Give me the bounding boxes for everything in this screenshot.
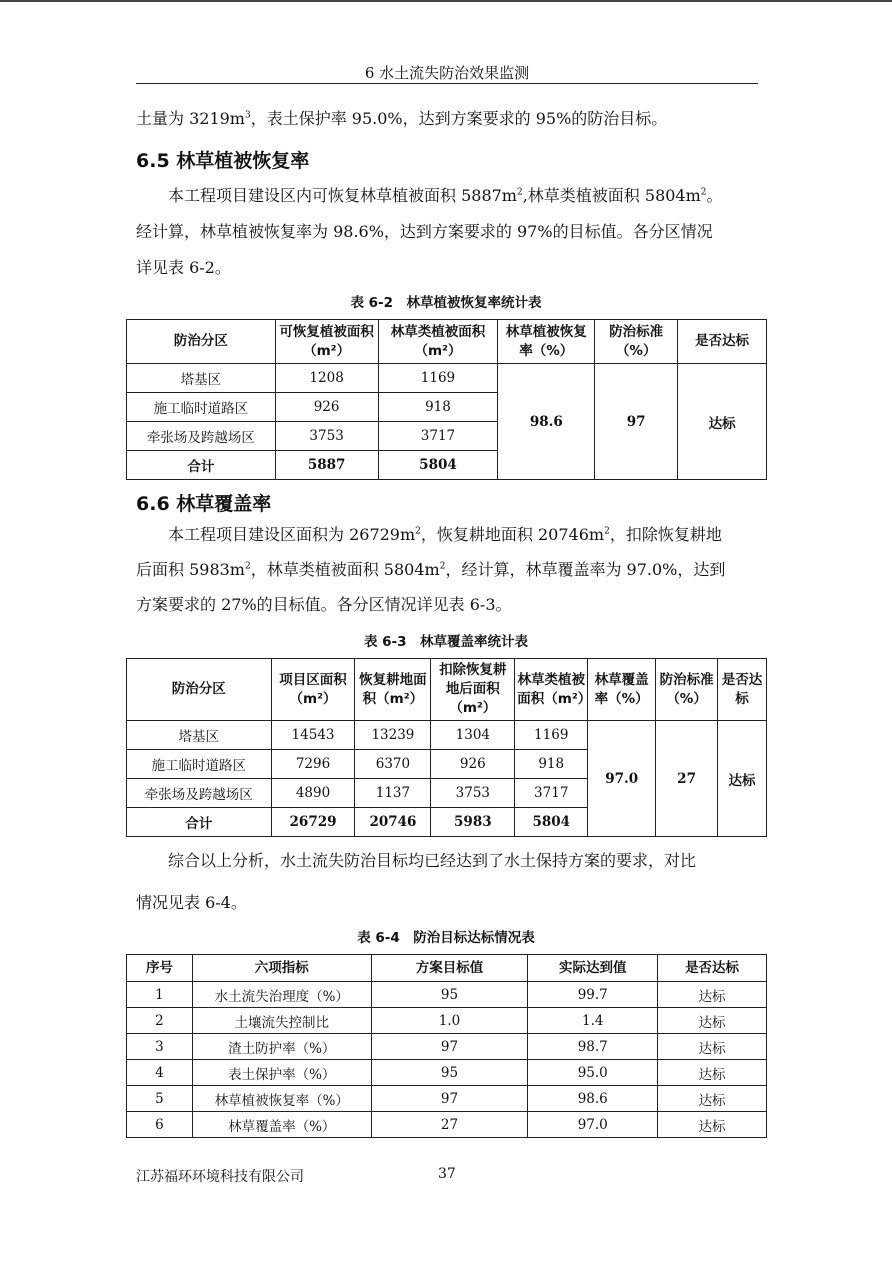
value-cell: 918: [378, 393, 498, 422]
total-value: 5887: [275, 451, 378, 480]
table-header: 防治分区: [127, 659, 272, 721]
table-header: 方案目标值: [371, 955, 528, 982]
section-6-6-paragraph: [136, 517, 760, 553]
result-cell: 达标: [658, 1008, 767, 1034]
rate-cell: 98.6: [498, 364, 595, 480]
indicator-cell: 林草植被恢复率（%）: [192, 1086, 371, 1112]
header-rule: [136, 83, 758, 84]
value-cell: 926: [275, 393, 378, 422]
total-value: 5983: [431, 808, 515, 837]
actual-cell: 95.0: [528, 1060, 658, 1086]
table-row: [127, 721, 767, 750]
s66-sup: 2: [439, 561, 446, 572]
intro-text-b: ，表土保护率 95.0%，达到方案要求的 95%的防治目标。: [250, 109, 668, 128]
s66-sup: 2: [604, 526, 610, 537]
s65-text: ,林草类植被面积 5804m: [522, 186, 701, 205]
s65-text: 本工程项目建设区内可恢复林草植被面积 5887m: [168, 186, 517, 205]
target-cell: 95: [371, 982, 528, 1008]
actual-cell: 97.0: [528, 1112, 658, 1138]
table-6-4: [126, 954, 767, 1138]
indicator-cell: 表土保护率（%）: [192, 1060, 371, 1086]
s66-text: ，经计算，林草覆盖率为 97.0%，达到: [445, 560, 726, 579]
value-cell: 1304: [431, 721, 515, 750]
value-cell: 4890: [271, 779, 355, 808]
s66-sup: 2: [244, 561, 251, 572]
value-cell: 918: [515, 750, 588, 779]
table-row: [127, 1086, 767, 1112]
page-number: 37: [438, 1166, 456, 1182]
s66-text: ，林草类植被面积 5804m: [250, 560, 440, 579]
table-header: 六项指标: [192, 955, 371, 982]
result-cell: 达标: [658, 1086, 767, 1112]
table-header: 林草覆盖率（%）: [588, 659, 656, 721]
table-header: 可恢复植被面积（m²）: [275, 320, 378, 364]
result-cell: 达标: [718, 721, 767, 837]
standard-cell: 97: [595, 364, 678, 480]
index-cell: 4: [127, 1060, 193, 1086]
zone-cell: 施工临时道路区: [127, 393, 276, 422]
value-cell: 3753: [275, 422, 378, 451]
table-row: [127, 982, 767, 1008]
table-row: [127, 1060, 767, 1086]
top-border: [0, 0, 892, 2]
s65-sup: 2: [700, 187, 707, 198]
total-value: 26729: [271, 808, 355, 837]
summary-line1: 综合以上分析，水土流失防治目标均已经达到了水土保持方案的要求，对比: [168, 851, 697, 870]
result-cell: 达标: [658, 1112, 767, 1138]
table-header: 恢复耕地面积（m²）: [355, 659, 431, 721]
value-cell: 1137: [355, 779, 431, 808]
s66-text: ，恢复耕地面积 20746m: [420, 525, 605, 544]
table-header: 林草类植被面积（m²）: [515, 659, 588, 721]
target-cell: 27: [371, 1112, 528, 1138]
s66-text: ，扣除恢复耕地: [609, 525, 722, 544]
zone-cell: 施工临时道路区: [127, 750, 272, 779]
section-6-5-line2: 经计算，林草植被恢复率为 98.6%，达到方案要求的 97%的目标值。各分区情况: [136, 222, 713, 241]
total-value: 20746: [355, 808, 431, 837]
table-header: 防治分区: [127, 320, 276, 364]
table-header: 防治标准（%）: [595, 320, 678, 364]
table-header: 实际达到值: [528, 955, 658, 982]
value-cell: 14543: [271, 721, 355, 750]
target-cell: 1.0: [371, 1008, 528, 1034]
value-cell: 1169: [378, 364, 498, 393]
index-cell: 5: [127, 1086, 193, 1112]
table-header: 是否达标: [718, 659, 767, 721]
zone-cell: 塔基区: [127, 364, 276, 393]
table-6-4-caption: 表 6-4 防治目标达标情况表: [357, 930, 535, 946]
table-header: 林草植被恢复率（%）: [498, 320, 595, 364]
total-value: 5804: [515, 808, 588, 837]
table-header: 序号: [127, 955, 193, 982]
actual-cell: 99.7: [528, 982, 658, 1008]
indicator-cell: 土壤流失控制比: [192, 1008, 371, 1034]
value-cell: 3753: [431, 779, 515, 808]
value-cell: 1169: [515, 721, 588, 750]
s66-text: 本工程项目建设区面积为 26729m: [168, 525, 416, 544]
table-6-3: [126, 658, 767, 837]
total-value: 5804: [378, 451, 498, 480]
running-header: 6 水土流失防治效果监测: [364, 64, 530, 82]
table-header: 林草类植被面积（m²）: [378, 320, 498, 364]
s65-text: 。: [706, 186, 723, 205]
indicator-cell: 林草覆盖率（%）: [192, 1112, 371, 1138]
table-header-row: [127, 320, 767, 364]
table-6-2: [126, 319, 767, 480]
zone-cell: 牵张场及跨越场区: [127, 779, 272, 808]
table-header: 扣除恢复耕地后面积（m²）: [431, 659, 515, 721]
section-6-6-line2: [136, 552, 760, 588]
table-row: [127, 1112, 767, 1138]
target-cell: 97: [371, 1034, 528, 1060]
section-6-5-paragraph: [136, 178, 760, 214]
value-cell: 6370: [355, 750, 431, 779]
result-cell: 达标: [658, 1034, 767, 1060]
s66-text: 后面积 5983m: [136, 560, 245, 579]
intro-paragraph: [136, 101, 760, 137]
rate-cell: 97.0: [588, 721, 656, 837]
value-cell: 926: [431, 750, 515, 779]
indicator-cell: 渣土防护率（%）: [192, 1034, 371, 1060]
target-cell: 95: [371, 1060, 528, 1086]
table-header: 是否达标: [658, 955, 767, 982]
value-cell: 13239: [355, 721, 431, 750]
footer-company: 江苏福环环境科技有限公司: [136, 1169, 304, 1185]
s65-sup: 2: [516, 187, 523, 198]
result-cell: 达标: [658, 982, 767, 1008]
result-cell: 达标: [658, 1060, 767, 1086]
index-cell: 2: [127, 1008, 193, 1034]
index-cell: 3: [127, 1034, 193, 1060]
target-cell: 97: [371, 1086, 528, 1112]
actual-cell: 98.6: [528, 1086, 658, 1112]
table-6-3-caption: 表 6-3 林草覆盖率统计表: [363, 634, 529, 650]
table-header: 是否达标: [678, 320, 767, 364]
section-6-5-line3: 详见表 6-2。: [136, 258, 231, 277]
table-row: [127, 364, 767, 393]
summary-line2: 情况见表 6-4。: [136, 893, 247, 912]
section-6-6-line3: 方案要求的 27%的目标值。各分区情况详见表 6-3。: [136, 595, 512, 614]
indicator-cell: 水土流失治理度（%）: [192, 982, 371, 1008]
value-cell: 7296: [271, 750, 355, 779]
total-label: 合计: [127, 808, 272, 837]
section-6-5-heading: 6.5 林草植被恢复率: [136, 150, 310, 172]
intro-text-a: 土量为 3219m: [136, 109, 245, 128]
zone-cell: 塔基区: [127, 721, 272, 750]
value-cell: 3717: [515, 779, 588, 808]
table-header: 防治标准（%）: [656, 659, 718, 721]
section-6-6-heading: 6.6 林草覆盖率: [136, 493, 272, 515]
zone-cell: 牵张场及跨越场区: [127, 422, 276, 451]
index-cell: 1: [127, 982, 193, 1008]
index-cell: 6: [127, 1112, 193, 1138]
table-6-2-caption: 表 6-2 林草植被恢复率统计表: [350, 295, 542, 311]
actual-cell: 1.4: [528, 1008, 658, 1034]
table-header: 项目区面积（m²）: [271, 659, 355, 721]
table-header-row: [127, 659, 767, 721]
result-cell: 达标: [678, 364, 767, 480]
s66-sup: 2: [415, 526, 421, 537]
standard-cell: 27: [656, 721, 718, 837]
value-cell: 1208: [275, 364, 378, 393]
value-cell: 3717: [378, 422, 498, 451]
table-header-row: [127, 955, 767, 982]
actual-cell: 98.7: [528, 1034, 658, 1060]
table-row: [127, 1034, 767, 1060]
table-row: [127, 1008, 767, 1034]
total-label: 合计: [127, 451, 276, 480]
intro-sup: 3: [244, 110, 251, 121]
